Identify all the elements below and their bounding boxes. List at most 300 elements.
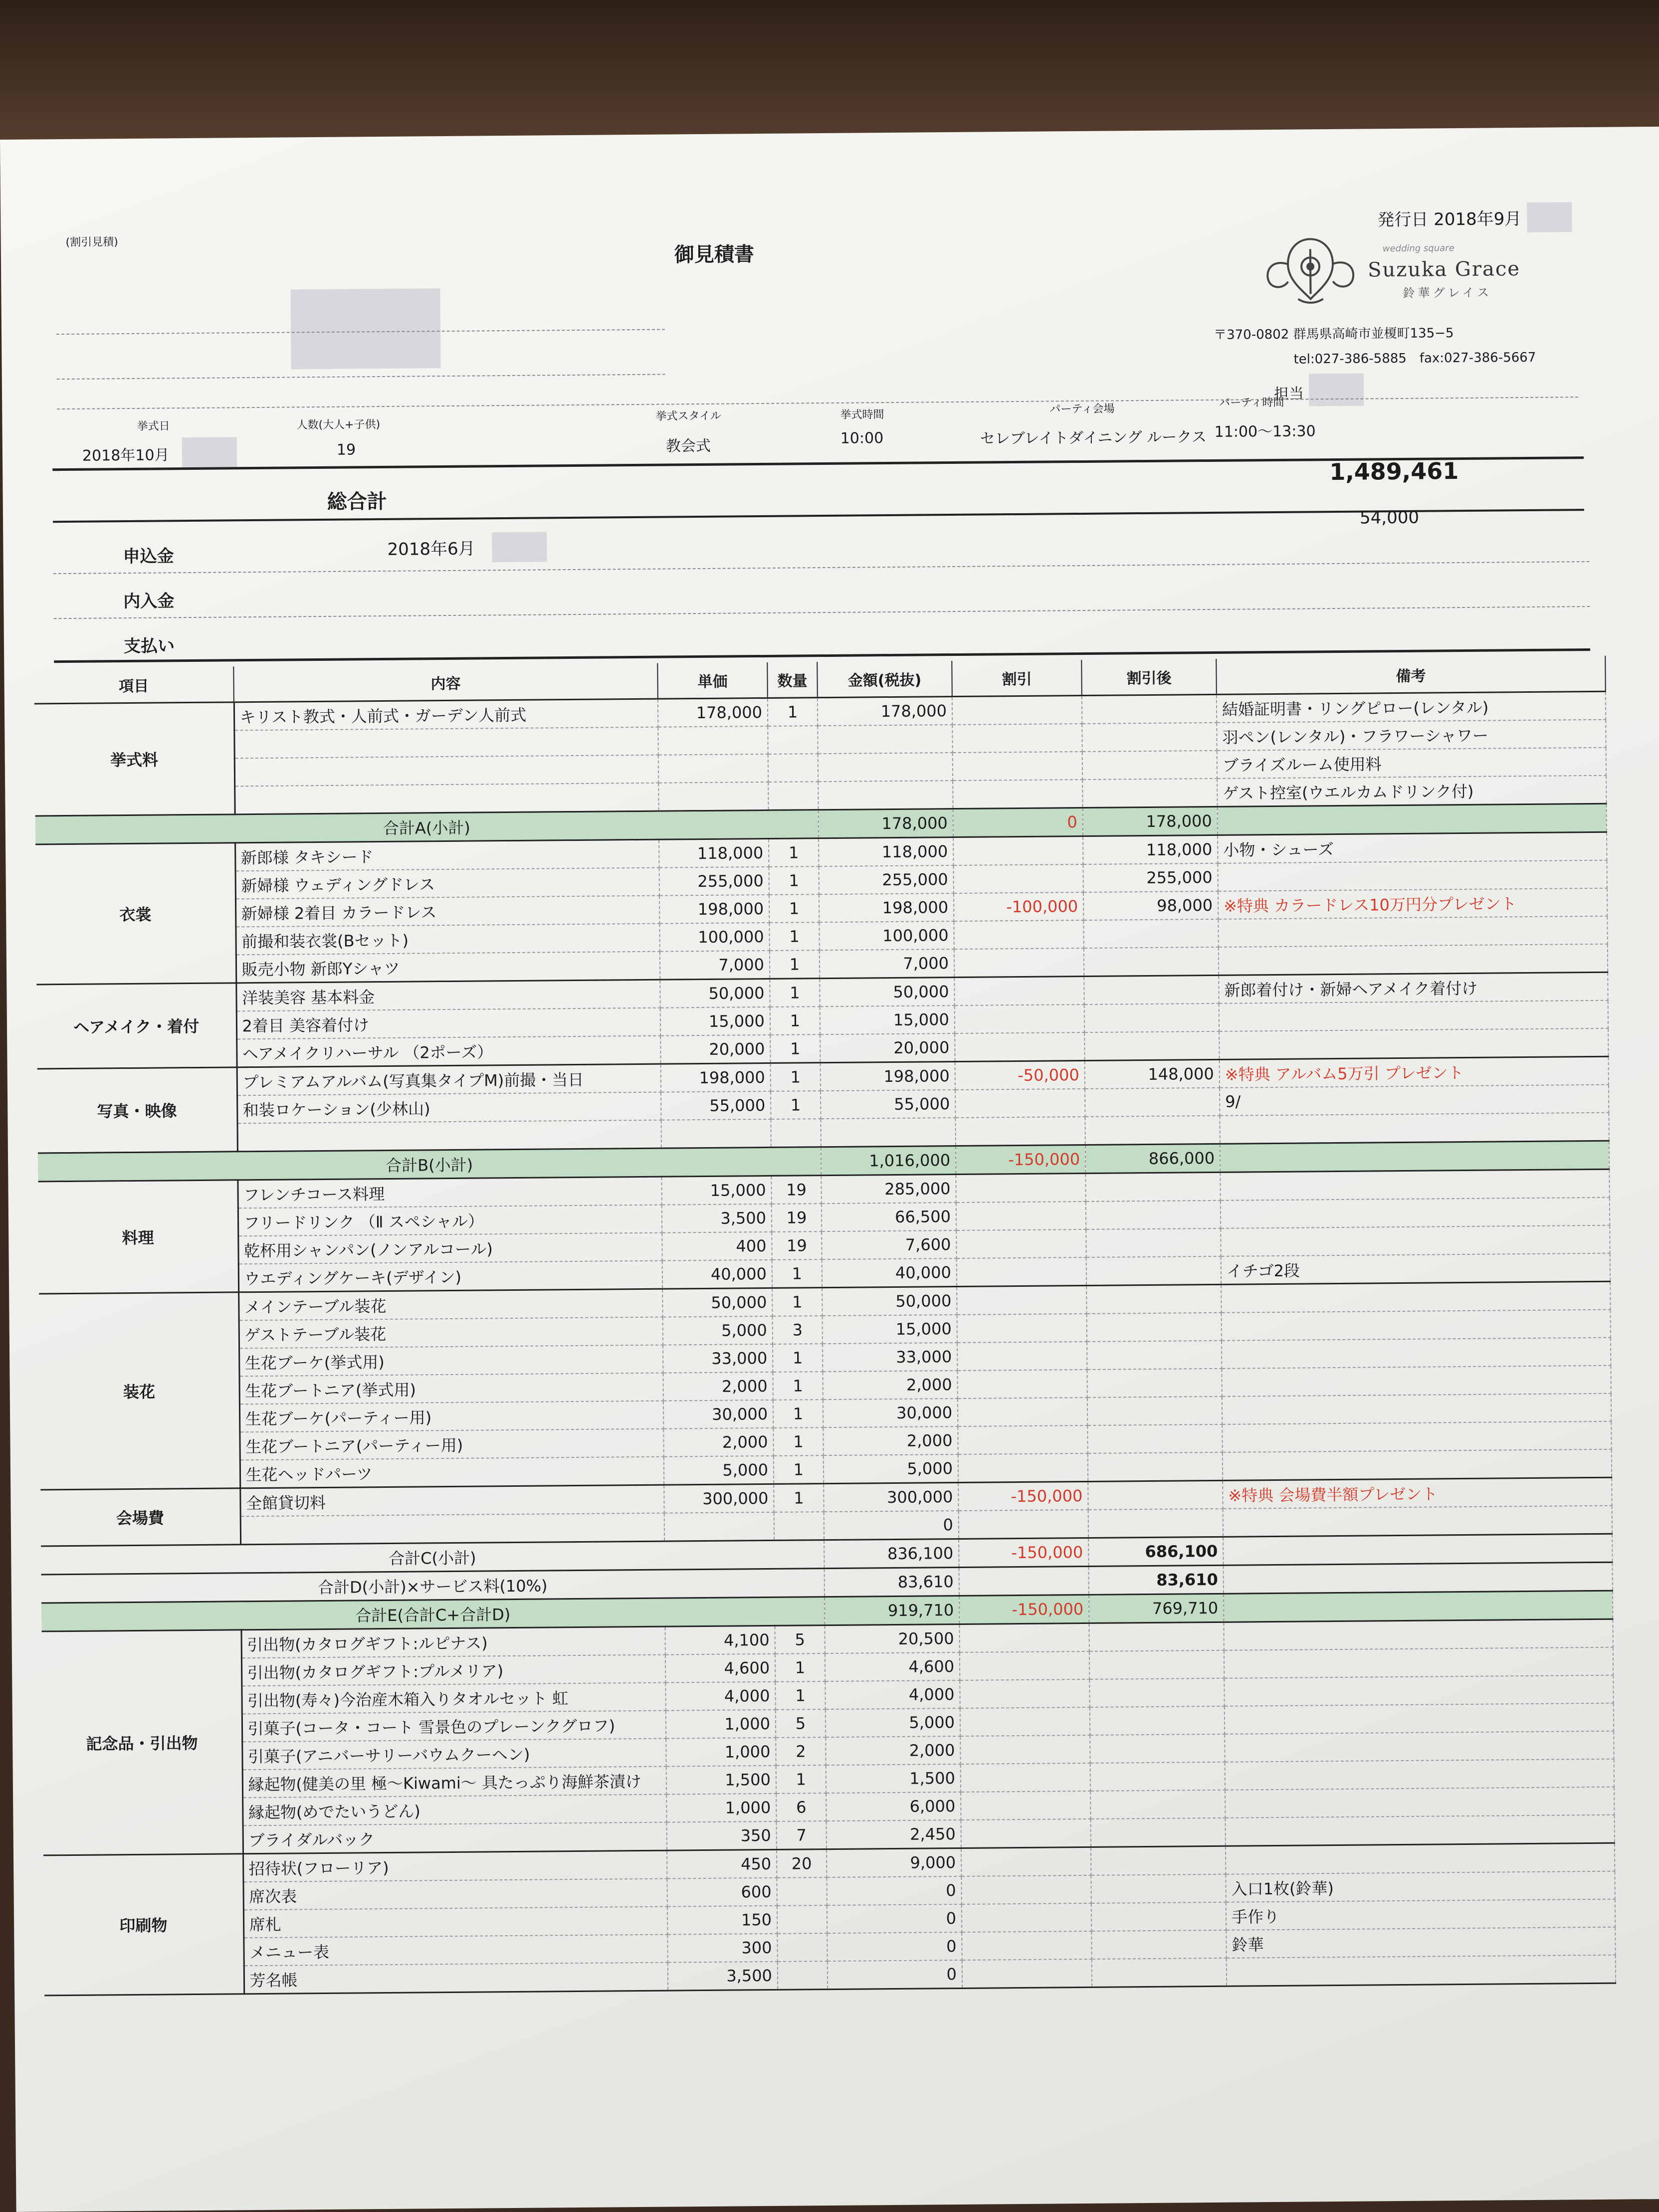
subtotal-label: 合計A(小計): [35, 810, 819, 844]
cell-unit-price: 118,000: [659, 838, 769, 867]
cell-item: 生花ブーケ(パーティー用): [239, 1401, 663, 1432]
label-style: 挙式スタイル: [655, 409, 722, 423]
cell-quantity: 1: [774, 1484, 824, 1512]
cell-item: 生花ブートニア(パーティー用): [239, 1429, 663, 1460]
cell-unit-price: 50,000: [660, 979, 770, 1007]
cell-unit-price: 198,000: [659, 895, 769, 924]
cell-after-discount: [1084, 947, 1219, 977]
cell-after-discount: 148,000: [1085, 1059, 1220, 1089]
cell-after-discount: [1088, 1480, 1223, 1510]
cell-after-discount: 98,000: [1083, 891, 1218, 920]
cell-item: 販売小物 新郎Yシャツ: [236, 952, 660, 983]
cell-amount: [821, 1118, 955, 1147]
estimate-sheet: [0, 127, 1659, 2212]
category-cell: 印刷物: [43, 1854, 244, 1996]
cell-after-discount: [1086, 1228, 1221, 1257]
subtotal-note: [1224, 1591, 1613, 1622]
cell-amount: 178,000: [818, 697, 952, 726]
cell-discount: [955, 1005, 1084, 1033]
cell-quantity: 3: [773, 1316, 823, 1344]
cell-unit-price: 15,000: [660, 1007, 770, 1036]
header-item: 内容: [233, 663, 658, 702]
cell-note: [1221, 1225, 1610, 1256]
cell-item: 全館貸切料: [240, 1485, 664, 1516]
subtotal-label: 合計D(小計)×サービス料(10%): [41, 1569, 825, 1603]
value-venue: セレブレイトダイニング ルークス: [980, 428, 1207, 448]
cell-item: 引菓子(アニバーサリーバウムクーヘン): [242, 1739, 666, 1770]
cell-quantity: 1: [774, 1455, 824, 1484]
cell-quantity: 1: [771, 1063, 821, 1091]
header-notes: 備考: [1216, 656, 1606, 695]
cell-unit-price: 1,500: [666, 1766, 776, 1795]
company-logo: [1257, 227, 1547, 315]
category-cell: 挙式料: [34, 702, 235, 816]
cell-unit-price: 15,000: [661, 1176, 771, 1205]
cell-discount: [962, 1903, 1091, 1932]
cell-after-discount: [1089, 1650, 1224, 1679]
cell-discount: [959, 1623, 1089, 1652]
cell-amount: 0: [824, 1511, 959, 1540]
cell-discount: [960, 1735, 1090, 1764]
cell-after-discount: [1082, 751, 1217, 780]
subtotal-discount: 0: [953, 807, 1083, 837]
cell-note: 結婚証明書・リングピロー(レンタル): [1217, 691, 1606, 723]
cell-quantity: 1: [769, 838, 819, 867]
cell-unit-price: [658, 782, 768, 811]
cell-quantity: [777, 1933, 827, 1962]
cell-discount: [954, 920, 1083, 949]
cell-item: キリスト教式・人前式・ガーデン人前式: [234, 699, 658, 730]
cell-unit-price: 255,000: [659, 867, 769, 896]
category-cell: 衣裳: [35, 843, 236, 985]
cell-note: 鈴華: [1226, 1927, 1615, 1958]
cell-unit-price: 1,000: [666, 1738, 776, 1767]
cell-discount: [955, 1032, 1084, 1062]
cell-after-discount: [1084, 975, 1219, 1005]
cell-discount: [956, 1173, 1085, 1203]
cell-after-discount: [1090, 1790, 1225, 1819]
label-party-time: パーティ時間: [1219, 396, 1284, 409]
subtotal-label: 合計E(合計C+合計D): [41, 1597, 825, 1631]
cell-quantity: 19: [772, 1204, 822, 1232]
subtotal-note: [1224, 1562, 1613, 1594]
value-party-time: 11:00～13:30: [1214, 422, 1316, 441]
category-cell: 会場費: [40, 1488, 240, 1546]
cell-note: ブライズルーム使用料: [1217, 748, 1606, 779]
subtotal-amount: 83,610: [825, 1567, 959, 1597]
header-amount: 金額(税抜): [817, 661, 952, 698]
cell-unit-price: 2,000: [663, 1428, 773, 1457]
cell-item: 引出物(寿々)今治産木箱入りタオルセット 虹: [241, 1683, 665, 1714]
issue-date: 発行日 2018年9月: [1377, 209, 1522, 230]
cell-amount: 20,000: [820, 1033, 955, 1063]
cell-item: ウエディングケーキ(デザイン): [238, 1261, 662, 1292]
cell-discount: [961, 1819, 1091, 1848]
cell-quantity: 1: [769, 922, 819, 951]
cell-amount: 2,000: [823, 1426, 958, 1455]
deposit-line: [53, 561, 1590, 574]
cell-amount: 4,600: [825, 1652, 960, 1681]
subtotal-label: 合計C(小計): [41, 1540, 824, 1575]
cell-unit-price: [658, 726, 768, 755]
cell-discount: [959, 1510, 1088, 1539]
company-address: 〒370-0802 群馬県高崎市並榎町135−5: [1214, 326, 1454, 343]
subtotal-label: 合計B(小計): [38, 1147, 821, 1182]
cell-item: フリードリンク （Ⅱ スペシャル）: [238, 1205, 662, 1236]
cell-note: 新郎着付け・新婦ヘアメイク着付け: [1219, 972, 1608, 1004]
cell-quantity: 1: [773, 1372, 823, 1400]
cell-discount: [958, 1453, 1088, 1483]
label-wedding-date: 挙式日: [137, 420, 170, 433]
cell-unit-price: 7,000: [660, 951, 770, 980]
cell-after-discount: [1089, 1678, 1224, 1707]
cell-note: [1221, 1198, 1610, 1228]
cell-note: [1225, 1731, 1614, 1762]
cell-quantity: 1: [770, 979, 820, 1007]
cell-after-discount: [1090, 1762, 1225, 1791]
cell-discount: [961, 1791, 1090, 1820]
cell-amount: 2,000: [826, 1736, 960, 1765]
cell-item: 前撮和装衣裳(Bセット): [235, 924, 659, 955]
cell-unit-price: 55,000: [661, 1091, 771, 1120]
cell-amount: 0: [827, 1932, 962, 1961]
company-tel-fax: tel:027-386-5885 fax:027-386-5667: [1293, 350, 1536, 367]
cell-note: 小物・シューズ: [1218, 832, 1607, 863]
cell-discount: [953, 864, 1083, 893]
cell-item: 縁起物(健美の里 極～Kiwami～ 具たっぷり海鮮茶漬け: [242, 1767, 666, 1798]
cell-amount: 40,000: [822, 1258, 957, 1288]
cell-discount: [955, 1089, 1085, 1118]
cell-item: 2着目 美容着付け: [236, 1008, 660, 1039]
category-cell: 記念品・引出物: [41, 1630, 243, 1855]
cell-unit-price: 5,000: [664, 1456, 774, 1485]
subtotal-note: [1220, 1141, 1609, 1172]
redacted-client-name: [290, 288, 440, 369]
cell-note: [1219, 1001, 1608, 1031]
cell-quantity: 19: [772, 1231, 822, 1260]
cell-unit-price: 178,000: [658, 698, 768, 727]
cell-after-discount: [1091, 1930, 1226, 1959]
value-time: 10:00: [840, 429, 884, 447]
cell-after-discount: [1086, 1284, 1221, 1314]
cell-item: 生花ブーケ(挙式用): [239, 1345, 663, 1377]
inner-line: [54, 606, 1590, 619]
deposit-label: 申込金: [123, 546, 174, 567]
cell-unit-price: 350: [667, 1821, 777, 1850]
label-people: 人数(大人+子供): [296, 418, 381, 432]
cell-amount: 5,000: [824, 1454, 958, 1484]
cell-quantity: [771, 1119, 821, 1147]
cell-quantity: 1: [770, 1034, 820, 1063]
cell-quantity: [774, 1512, 824, 1540]
cell-discount: [957, 1370, 1087, 1399]
cell-quantity: [777, 1877, 827, 1906]
cell-after-discount: [1091, 1874, 1226, 1903]
cell-quantity: [768, 782, 818, 810]
cell-amount: 300,000: [824, 1482, 958, 1512]
cell-unit-price: 40,000: [662, 1260, 772, 1289]
cell-unit-price: 50,000: [662, 1288, 772, 1317]
cell-note: [1218, 860, 1607, 891]
staff-label: 担当: [1273, 385, 1304, 403]
cell-unit-price: 3,500: [662, 1204, 772, 1233]
cell-unit-price: 150: [667, 1906, 777, 1935]
cell-quantity: 19: [771, 1176, 821, 1204]
cell-unit-price: 30,000: [663, 1400, 773, 1429]
label-time: 挙式時間: [840, 408, 884, 421]
cell-unit-price: 198,000: [661, 1063, 771, 1092]
cell-note: イチゴ2段: [1221, 1253, 1610, 1285]
cell-after-discount: [1087, 1313, 1222, 1342]
cell-unit-price: 100,000: [659, 923, 769, 952]
deposit-value: 54,000: [1359, 507, 1420, 528]
cell-note: [1220, 1169, 1609, 1201]
value-people: 19: [336, 441, 356, 459]
cell-discount: [955, 1117, 1085, 1146]
doc-type-label: (割引見積): [65, 236, 118, 249]
cell-item: フレンチコース料理: [237, 1177, 661, 1208]
cell-discount: [956, 1229, 1086, 1258]
redacted-deposit-day: [492, 532, 547, 562]
cell-amount: 50,000: [822, 1287, 957, 1316]
header-category: 項目: [34, 666, 234, 704]
cell-note: [1223, 1506, 1612, 1537]
cell-after-discount: [1082, 723, 1217, 752]
cell-note: [1225, 1703, 1614, 1734]
cell-item: メニュー表: [243, 1935, 667, 1966]
cell-note: [1222, 1421, 1611, 1452]
cell-item: 招待状(フローリア): [243, 1850, 667, 1882]
cell-discount: -50,000: [955, 1060, 1085, 1090]
cell-note: 羽ペン(レンタル)・フラワーシャワー: [1217, 720, 1606, 751]
cell-unit-price: 450: [667, 1849, 777, 1878]
ornament-emblem-icon: [1257, 229, 1363, 310]
cell-item: 洋装美容 基本料金: [236, 980, 660, 1011]
cell-item: 新婦様 2着目 カラードレス: [235, 896, 659, 927]
cell-discount: [960, 1651, 1089, 1680]
grand-total-value: 1,489,461: [1329, 457, 1459, 486]
cell-after-discount: [1084, 1031, 1219, 1061]
cell-amount: 15,000: [820, 1005, 955, 1034]
cell-note: ゲスト控室(ウエルカムドリンク付): [1217, 776, 1606, 807]
cell-unit-price: 4,100: [665, 1625, 775, 1654]
header-after-discount: 割引後: [1081, 659, 1217, 696]
cell-after-discount: [1089, 1622, 1224, 1651]
cell-note: [1225, 1787, 1614, 1818]
cell-item: 席次表: [243, 1879, 667, 1910]
cell-amount: 2,000: [823, 1371, 957, 1400]
cell-quantity: [778, 1961, 828, 1990]
subtotal-after: 178,000: [1083, 806, 1218, 836]
cell-amount: 7,000: [820, 949, 954, 979]
cell-item: 縁起物(めでたいうどん): [242, 1795, 666, 1826]
cell-item: [237, 1120, 661, 1152]
cell-note: ※特典 アルバム5万引 プレゼント: [1220, 1056, 1609, 1088]
cell-note: [1226, 1843, 1615, 1874]
cell-after-discount: [1090, 1706, 1225, 1735]
cell-note: ※特典 カラードレス10万円分プレゼント: [1218, 888, 1607, 919]
cell-note: [1226, 1815, 1615, 1846]
cell-after-discount: [1085, 1116, 1220, 1145]
cell-amount: 255,000: [819, 865, 953, 894]
company-name-ja: 鈴華グレイス: [1403, 285, 1492, 300]
cell-after-discount: [1087, 1397, 1222, 1425]
category-cell: 装花: [39, 1292, 240, 1490]
cell-note: [1219, 1028, 1608, 1060]
subtotal-discount: [959, 1566, 1089, 1596]
redacted-wedding-day: [182, 437, 237, 467]
cell-amount: 2,450: [827, 1820, 961, 1849]
cell-discount: [957, 1257, 1086, 1287]
cell-note: [1218, 916, 1607, 947]
cell-discount: [962, 1931, 1091, 1960]
subtotal-note: [1218, 804, 1607, 835]
client-line-2: [57, 374, 665, 380]
subtotal-discount: -150,000: [956, 1145, 1085, 1174]
cell-item: メインテーブル装花: [238, 1289, 662, 1320]
cell-unit-price: 400: [662, 1232, 772, 1261]
cell-unit-price: 4,600: [665, 1654, 775, 1683]
cell-amount: 4,000: [825, 1680, 960, 1709]
cell-note: [1224, 1675, 1613, 1706]
cell-after-discount: [1091, 1818, 1226, 1847]
cell-note: [1224, 1647, 1613, 1678]
cell-amount: 55,000: [821, 1090, 955, 1119]
cell-quantity: 1: [773, 1427, 823, 1456]
cell-quantity: 1: [775, 1681, 825, 1710]
cell-discount: [958, 1398, 1087, 1426]
cell-quantity: 1: [772, 1259, 822, 1288]
cell-amount: 66,500: [822, 1203, 956, 1231]
cell-after-discount: [1084, 1004, 1219, 1032]
subtotal-after: 866,000: [1085, 1144, 1220, 1173]
subtotal-after: 83,610: [1089, 1565, 1224, 1595]
cell-after-discount: [1091, 1902, 1226, 1931]
cell-after-discount: [1085, 1172, 1220, 1202]
cell-after-discount: [1088, 1509, 1223, 1538]
cell-discount: [961, 1847, 1091, 1876]
cell-item: [240, 1513, 664, 1545]
cell-quantity: 1: [776, 1765, 826, 1794]
cell-amount: 285,000: [821, 1175, 956, 1204]
cell-after-discount: [1086, 1201, 1221, 1229]
value-style: 教会式: [665, 437, 711, 455]
cell-after-discount: [1082, 779, 1217, 808]
cell-amount: 50,000: [820, 978, 954, 1007]
cell-discount: [961, 1763, 1090, 1792]
cell-unit-price: 600: [667, 1878, 777, 1907]
cell-after-discount: [1085, 1088, 1220, 1117]
cell-note: [1222, 1366, 1611, 1397]
cell-quantity: 20: [777, 1849, 827, 1878]
subtotal-after: 769,710: [1089, 1594, 1224, 1623]
cell-after-discount: [1086, 1256, 1221, 1286]
cell-amount: [818, 753, 953, 782]
cell-item: 生花ヘッドパーツ: [240, 1457, 664, 1488]
cell-unit-price: 33,000: [663, 1344, 773, 1373]
cell-item: ブライダルバック: [243, 1822, 667, 1854]
header-quantity: 数量: [767, 662, 818, 698]
cell-note: 手作り: [1226, 1899, 1615, 1930]
cell-item: 和装ロケーション(少林山): [237, 1092, 661, 1124]
cell-note: [1222, 1338, 1611, 1369]
cell-item: 引出物(カタログギフト:ルピナス): [241, 1626, 665, 1658]
cell-after-discount: [1083, 919, 1218, 948]
cell-quantity: 1: [768, 698, 818, 726]
cell-unit-price: [664, 1512, 774, 1541]
cell-after-discount: [1087, 1369, 1222, 1398]
cell-note: [1222, 1310, 1611, 1341]
cell-note: [1222, 1394, 1611, 1424]
deposit-date: 2018年6月: [387, 539, 475, 560]
cell-quantity: 1: [770, 950, 820, 979]
cell-amount: 198,000: [821, 1062, 955, 1091]
cell-after-discount: [1090, 1734, 1225, 1763]
cell-discount: [953, 836, 1083, 865]
subtotal-amount: 836,100: [824, 1539, 959, 1568]
cell-discount: [953, 780, 1082, 809]
cell-quantity: 1: [769, 866, 819, 895]
subtotal-amount: 178,000: [819, 809, 953, 838]
cell-discount: [953, 752, 1082, 781]
cell-after-discount: [1092, 1958, 1227, 1988]
cell-item: ゲストテーブル装花: [239, 1317, 663, 1349]
subtotal-amount: 919,710: [825, 1596, 959, 1625]
subtotal-discount: -150,000: [959, 1538, 1088, 1567]
cell-discount: [952, 724, 1082, 753]
subtotal-amount: 1,016,000: [821, 1146, 956, 1176]
cell-unit-price: 4,000: [665, 1682, 775, 1711]
cell-item: [234, 727, 658, 759]
cell-amount: 5,000: [826, 1708, 960, 1737]
cell-discount: [958, 1425, 1087, 1454]
cell-after-discount: [1088, 1452, 1223, 1482]
cell-quantity: 1: [773, 1400, 823, 1428]
header-unit-price: 単価: [657, 662, 768, 699]
cell-quantity: 6: [776, 1793, 826, 1821]
cell-discount: [957, 1342, 1087, 1371]
cell-amount: [818, 781, 953, 810]
cell-unit-price: 5,000: [663, 1316, 773, 1345]
cell-discount: [961, 1875, 1091, 1904]
cell-note: 入口1枚(鈴華): [1226, 1871, 1615, 1902]
cell-quantity: 7: [777, 1821, 827, 1849]
cell-discount: [954, 976, 1084, 1005]
cell-after-discount: [1082, 694, 1217, 724]
cell-note: [1223, 1449, 1612, 1481]
company-name-en: Suzuka Grace: [1367, 257, 1521, 282]
cell-discount: [957, 1314, 1087, 1343]
cell-item: 乾杯用シャンパン(ノンアルコール): [238, 1233, 662, 1264]
cell-amount: 0: [827, 1904, 962, 1933]
cell-quantity: 1: [773, 1344, 823, 1372]
cell-amount: 198,000: [819, 893, 954, 922]
cell-note: 9/: [1220, 1085, 1609, 1116]
cell-discount: [952, 696, 1082, 725]
cell-discount: [957, 1285, 1086, 1315]
cell-item: 新郎様 タキシード: [235, 839, 659, 871]
cell-discount: [960, 1679, 1089, 1708]
cell-after-discount: 118,000: [1083, 835, 1218, 864]
cell-amount: 6,000: [826, 1792, 961, 1821]
label-venue: パーティ会場: [1049, 402, 1115, 416]
cell-unit-price: 20,000: [660, 1035, 770, 1064]
rule-total: [53, 509, 1584, 523]
cell-after-discount: [1091, 1846, 1226, 1875]
category-cell: 料理: [38, 1180, 238, 1294]
cell-discount: -100,000: [954, 892, 1083, 921]
cell-note: ※特典 会場費半額プレゼント: [1223, 1477, 1612, 1509]
